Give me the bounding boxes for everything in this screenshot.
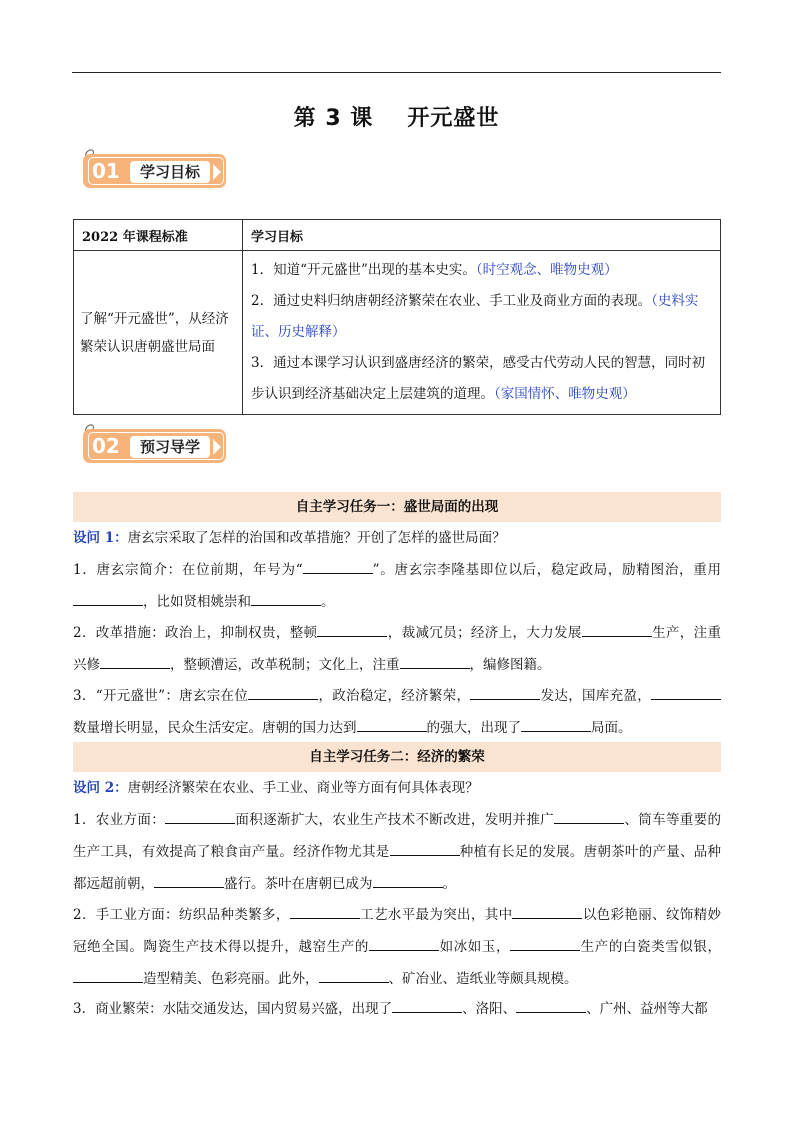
fill-blank[interactable] [554,810,624,824]
fill-blank[interactable] [251,592,321,606]
task1-paragraph-2: 2．改革措施：政治上，抑制权贵，整顿 ，裁减冗员；经济上，大力发展 生产，注重兴修 ，整顿漕运，改革税制；文化上，注重 ，编修图籍。 [73,625,722,673]
task2-paragraph-1: 1．农业方面： 面积逐渐扩大，农业生产技术不断改进，发明并推广 、筒车等重要的生产工具，有效提高了粮食亩产量。经济作物尤其是 种植有长足的发展。唐朝茶叶的产量、品种都远超前朝， 盛行。茶叶在唐朝已成为 。 [73,812,722,892]
fill-blank[interactable] [248,686,318,700]
chevron-right-icon [213,439,221,455]
fill-blank[interactable] [390,842,460,856]
task-heading: 自主学习任务一：盛世局面的出现 [73,492,721,522]
objectives-table [73,219,721,415]
fill-blank[interactable] [470,686,540,700]
task-heading: 自主学习任务二：经济的繁荣 [73,742,721,772]
table-header: 学习目标 [243,220,721,251]
table-row [74,251,721,415]
fill-blank[interactable] [319,969,389,983]
fill-blank[interactable] [73,969,143,983]
section-number: 02 [92,434,120,458]
fill-blank[interactable] [369,937,439,951]
fill-blank[interactable] [510,937,580,951]
chevron-right-icon [213,164,221,180]
goal-item: 2．通过史料归纳唐朝经济繁荣在农业、手工业及商业方面的表现。（史料实证、历史解释） [251,293,699,340]
task2-paragraph-2: 2．手工业方面：纺织品种类繁多， 工艺水平最为突出，其中 以色彩艳丽、纹饰精妙冠绝全国。陶瓷生产技术得以提升，越窑生产的 如冰如玉， 生产的白瓷类雪似银，造型精美、色彩亮丽。此外， 、矿冶业、造纸业等颇具规模。 [73,907,722,987]
fill-blank[interactable] [582,623,652,637]
fill-blank[interactable] [392,999,462,1013]
task1-paragraph-1: 1．唐玄宗简介：在位前期，年号为“ ”。唐玄宗李隆基即位以后，稳定政局，励精图治，重用，比如贤相姚崇和 。 [73,562,721,610]
question-1: 设问 1：唐玄宗采取了怎样的治国和改革措施？开创了怎样的盛世局面？ [73,530,506,546]
section-badge-01 [80,146,232,190]
task1-paragraph-3: 3．“开元盛世”：唐玄宗在位 ，政治稳定，经济繁荣， 发达，国库充盈，数量增长明显，民众生活安定。唐朝的国力达到 的强大，出现了 局面。 [73,680,721,744]
header-rule [72,72,721,73]
fill-blank[interactable] [73,592,143,606]
fill-blank[interactable] [512,905,582,919]
goal-item: 1．知道“开元盛世”出现的基本史实。（时空观念、唯物史观） [251,262,618,278]
section-label: 预习导学 [130,436,210,458]
learning-goals [243,251,721,415]
fill-blank[interactable] [373,874,443,888]
fill-blank[interactable] [521,718,591,732]
fill-blank[interactable] [516,999,586,1013]
section-number: 01 [92,159,120,183]
goal-item: 3．通过本课学习认识到盛唐经济的繁荣，感受古代劳动人民的智慧，同时初步认识到经济基础决定上层建筑的道理。（家国情怀、唯物史观） [251,355,706,402]
fill-blank[interactable] [303,560,373,574]
curriculum-standard: 了解“开元盛世”，从经济繁荣认识唐朝盛世局面 [74,251,243,415]
fill-blank[interactable] [290,905,360,919]
lesson-number: 第 3 课 [293,106,374,131]
task2-paragraph-3: 3．商业繁荣：水陆交通发达，国内贸易兴盛，出现了 、洛阳、 、广州、益州等大都 [73,1001,708,1017]
fill-blank[interactable] [357,718,427,732]
page-title [0,101,793,132]
question-2: 设问 2：唐朝经济繁荣在农业、手工业、商业等方面有何具体表现？ [73,780,479,796]
fill-blank[interactable] [165,810,235,824]
section-label: 学习目标 [130,161,210,183]
fill-blank[interactable] [651,686,721,700]
fill-blank[interactable] [317,623,387,637]
fill-blank[interactable] [400,655,470,669]
fill-blank[interactable] [154,874,224,888]
lesson-name: 开元盛世 [407,106,500,131]
table-header: 2022 年课程标准 [74,220,243,251]
table-header-row [74,220,721,251]
section-badge-02 [80,421,232,465]
fill-blank[interactable] [100,655,170,669]
